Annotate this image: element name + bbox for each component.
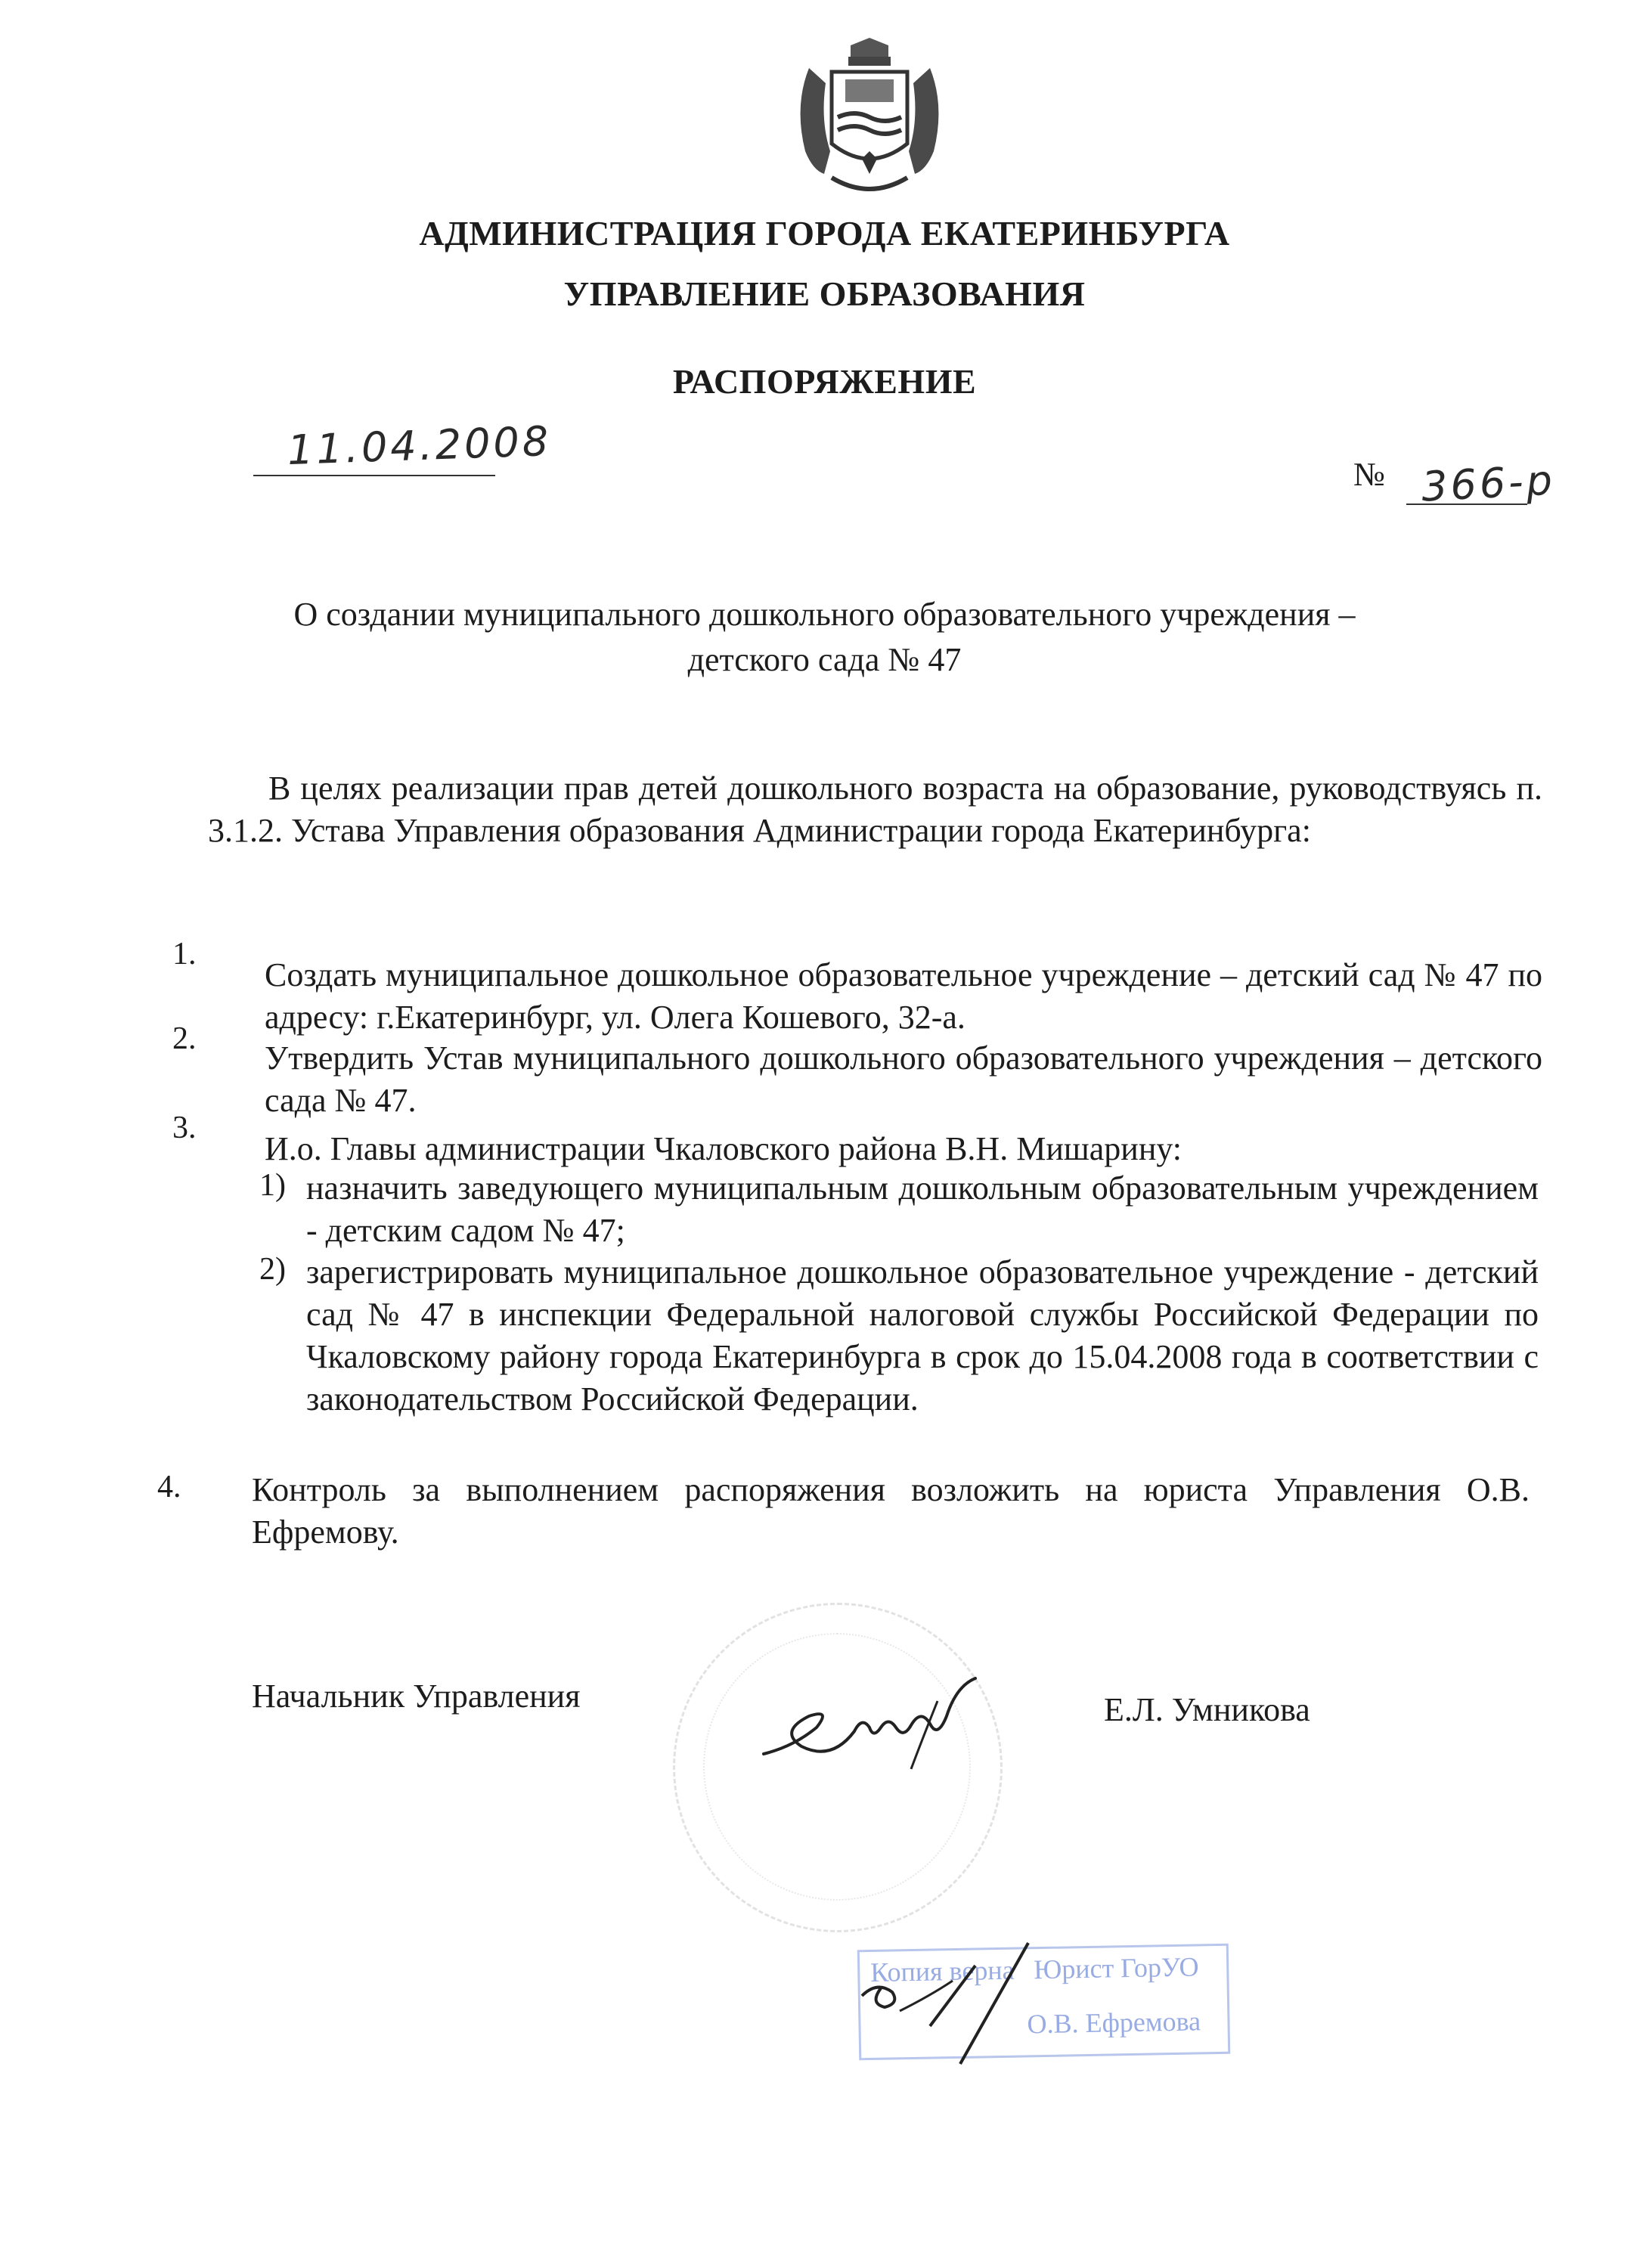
stamp-text: Копия верна <box>869 1954 1015 1988</box>
item-text: Контроль за выполнением распоряжения возложить на юриста Управления О.В. Ефремову. <box>252 1471 1530 1551</box>
document-date: 11.04.2008 <box>287 417 553 475</box>
signatory-title: Начальник Управления <box>252 1678 581 1715</box>
item-number: 1. <box>172 937 197 971</box>
preamble-paragraph: В целях реализации прав детей дошкольного возраста на образование, руководствуясь п. 3.1.2. Устава Управления образования Администрации города Екатеринбурга: <box>208 770 1542 849</box>
item-number: 2. <box>172 1021 197 1056</box>
document-type: РАСПОРЯЖЕНИЕ <box>672 362 977 401</box>
item-text: И.о. Главы администрации Чкаловского района В.Н. Мишарину: <box>265 1130 1183 1167</box>
item-number: 3. <box>172 1111 197 1145</box>
subitem-text: зарегистрировать муниципальное дошкольное образовательное учреждение - детский сад № 47 в инспекции Федеральной налоговой службы Российской Федерации по Чкаловскому району города Екатеринбурга в срок до 15.04.2008 года в соответствии с законодательством Российской Федерации. <box>306 1253 1539 1418</box>
item-text: Создать муниципальное дошкольное образовательное учреждение – детский сад № 47 по адресу: г.Екатеринбург, ул. Олега Кошевого, 32-а. <box>265 956 1542 1036</box>
item-number: 4. <box>157 1470 181 1504</box>
subject-line-1: О создании муниципального дошкольного образовательного учреждения – <box>293 596 1356 633</box>
department-name: УПРАВЛЕНИЕ ОБРАЗОВАНИЯ <box>563 274 1086 313</box>
item-text: Утвердить Устав муниципального дошкольного образовательного учреждения – детского сада № 47. <box>265 1040 1542 1119</box>
stamp-text: О.В. Ефремова <box>1027 2006 1201 2040</box>
date-underline <box>253 475 495 476</box>
subject-line-2: детского сада № 47 <box>687 641 962 678</box>
signatory-name: Е.Л. Умникова <box>1104 1691 1310 1728</box>
number-underline <box>1406 503 1527 505</box>
document-number: 366-р <box>1420 456 1557 511</box>
handwritten-signature <box>749 1656 998 1777</box>
subitem-text: назначить заведующего муниципальным дошкольным образовательным учреждением - детским садом № 47; <box>306 1170 1539 1249</box>
coat-of-arms-emblem <box>779 38 960 208</box>
stamp-text: Юрист ГорУО <box>1033 1951 1199 1985</box>
certifying-signature <box>847 1935 1059 2079</box>
number-sign: № <box>1353 456 1385 493</box>
subitem-number: 2) <box>259 1252 286 1287</box>
subitem-number: 1) <box>259 1168 286 1203</box>
organization-name: АДМИНИСТРАЦИЯ ГОРОДА ЕКАТЕРИНБУРГА <box>419 214 1230 253</box>
